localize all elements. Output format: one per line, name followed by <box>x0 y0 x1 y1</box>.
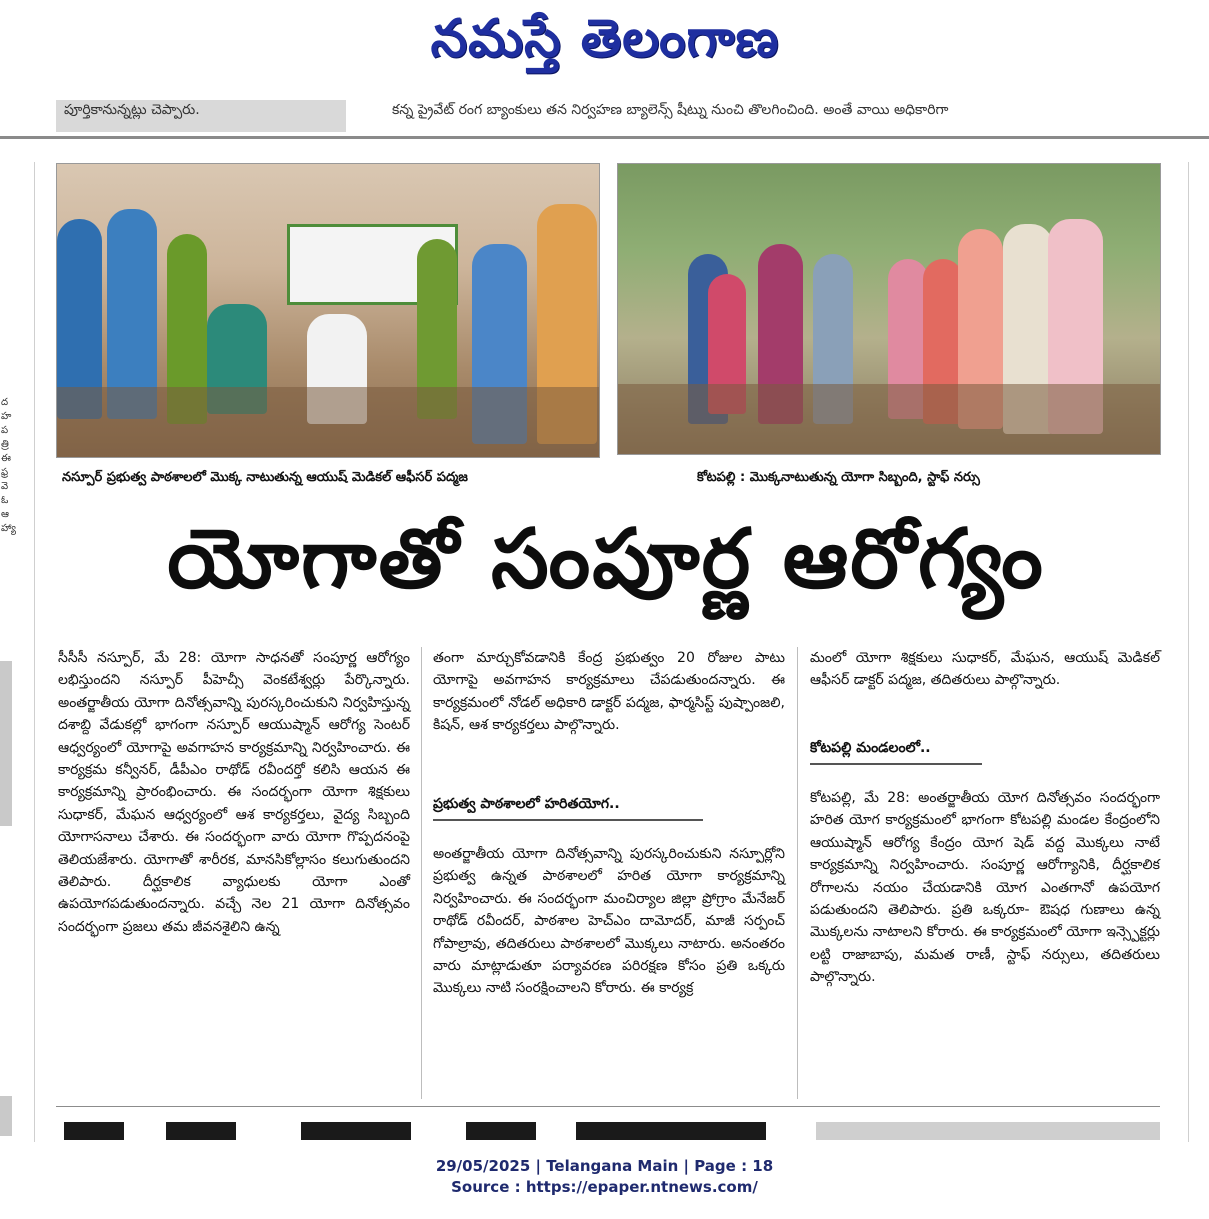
cut-text-fragment <box>576 1122 766 1140</box>
strip-left-text: పూర్తికానున్నట్లు చెప్పారు. <box>64 102 200 118</box>
footer-source: Source : https://epaper.ntnews.com/ <box>451 1178 758 1196</box>
newspaper-logo: నమస్తే తెలంగాణ <box>430 9 780 69</box>
photo-kotapalli-plantation <box>617 163 1161 455</box>
page-footer <box>0 1156 1209 1198</box>
footer-date-edition: 29/05/2025 | Telangana Main | Page : 18 <box>435 1157 774 1175</box>
cut-text-fragment <box>166 1122 236 1140</box>
cut-text-fragment <box>64 1122 124 1140</box>
adjacent-column-edge <box>0 136 14 1136</box>
cut-photo-fragment <box>816 1122 1160 1140</box>
cut-text-fragment <box>301 1122 411 1140</box>
cut-text-fragment <box>466 1122 536 1140</box>
subheading-school-green-yoga: ప్రభుత్వ పాఠశాలలో హరితయోగ.. <box>433 796 703 821</box>
photo-caption-left: నస్పూర్ ప్రభుత్వ పాఠశాలలో మొక్క నాటుతున్న ఆయుష్ మెడికల్ ఆఫీసర్ పద్మజ <box>62 470 468 485</box>
adjacent-column-text: ద హ పత్రి ఈ ఫ్ర వె ఓ ఆ హ్యా <box>1 397 16 534</box>
photo-school-plantation <box>56 163 600 458</box>
article-headline: యోగాతో సంపూర్ణ ఆరోగ్యం <box>167 512 1045 607</box>
masthead <box>0 0 1209 100</box>
strip-right-text: కన్న ప్రైవేట్ రంగ బ్యాంకులు తన నిర్వహణ బ్యాలెన్స్ షీట్ను నుంచి తొలగించింది. అంతే వాయి అధికారిగా <box>392 102 949 118</box>
article-bottom-rule <box>56 1106 1160 1107</box>
article-column-2-top: తంగా మార్చుకోవడానికి కేంద్ర ప్రభుత్వం 20 రోజుల పాటు యోగాపై అవగాహన కార్యక్రమాలు చేపడుతుందన్నారు. ఈ కార్యక్రమంలో నోడల్ అధికారి డాక్టర్ పద్మజ, ఫార్మసిస్ట్ పుష్పాంజలి, కిషన్, ఆశ కార్యకర్తలు పాల్గొన్నారు. <box>433 650 785 734</box>
adjacent-photo-fragment <box>0 661 12 826</box>
article-column-3-bottom: కోటపల్లి, మే 28: అంతర్జాతీయ యోగ దినోత్సవం సందర్భంగా హరిత యోగ కార్యక్రమంలో భాగంగా కోటపల్లి మండల కేంద్రంలోని ఆయుష్మాన్ ఆరోగ్య కేంద్రం యోగ షెడ్ వద్ద మొక్కలు నాటే కార్యక్రమాన్ని నిర్వహించారు. సంపూర్ణ ఆరోగ్యానికి, దీర్ఘకాలిక రోగాలను నయం చేయడానికి యోగ ఎంతగానో ఉపయోగ పడుతుందని తెలిపారు. ప్రతి ఒక్కరూ- ఔషధ గుణాలు ఉన్న మొక్కలను నాటాలని కోరారు. ఈ కార్యక్రమంలో యోగా ఇన్స్పెక్టర్లు లట్టి రాజాబాపు, మమత రాణీ, స్టాఫ్ నర్సులు, తదితరులు పాల్గొన్నారు. <box>810 790 1160 986</box>
column-divider <box>797 647 798 1099</box>
column-divider <box>421 647 422 1099</box>
article-column-1: సీసీసీ నస్పూర్, మే 28: యోగా సాధనతో సంపూర్ణ ఆరోగ్యం లభిస్తుందని నస్పూర్ పీహెచ్సీ వెంకటేశ్వర్లు పేర్కొన్నారు. అంతర్జాతీయ యోగా దినోత్సవాన్ని పురస్కరించుకుని నిర్వహిస్తున్న దశాబ్ది వేడుకల్లో భాగంగా నస్పూర్ ఆయుష్మాన్ ఆరోగ్య సెంటర్ ఆధ్వర్యంలో యోగాపై అవగాహన కార్యక్రమాన్ని నిర్వహించారు. ఈ కార్యక్రమ కన్వీనర్, డీపీఎం రాథోడ్ రవీందర్తో కలిసి ఆయన ఈ కార్యక్రమాన్ని ప్రారంభించారు. ఈ సందర్భంగా యోగా శిక్షకులు సుధాకర్, మేఘన ఆధ్వర్యంలో ఆశ కార్యకర్తలు, వైద్య సిబ్బంది యోగాసనాలు చేశారు. ఈ సందర్భంగా వారు యోగా గొప్పదనంపై తెలియజేశారు. యోగాతో శారీరక, మానసికోల్లాసం కలుగుతుందని తెలిపారు. దీర్ఘకాలిక వ్యాధులకు యోగా ఎంతో ఉపయోగపడుతుందన్నారు. వచ్చే నెల 21 యోగా దినోత్సవం సందర్భంగా ప్రజలు తమ జీవనశైలిని ఉన్న <box>58 650 410 935</box>
article-column-3-top: మంలో యోగా శిక్షకులు సుధాకర్, మేఘన, ఆయుష్ మెడికల్ ఆఫీసర్ డాక్టర్ పద్మజ, తదితరులు పాల్గొన్నారు. <box>810 650 1160 689</box>
next-article-headline-fragment <box>56 1122 1160 1140</box>
adjacent-photo-fragment <box>0 1096 12 1136</box>
photo-caption-right: కోటపల్లి : మొక్కనాటుతున్న యోగా సిబ్బంది, స్టాఫ్ నర్సు <box>697 470 980 485</box>
ground <box>57 387 599 457</box>
article-column-2-bottom: అంతర్జాతీయ యోగా దినోత్సవాన్ని పురస్కరించుకుని నస్పూర్లోని ప్రభుత్వ ఉన్నత పాఠశాలలో హరిత యోగా కార్యక్రమాన్ని నిర్వహించారు. ఈ సందర్భంగా మంచిర్యాల జిల్లా ప్రోగ్రాం మేనేజర్ రాథోడ్ రవీందర్, పాఠశాల హెచ్ఎం దామోదర్, మాజీ సర్పంచ్ గోపాల్రావు, తదితరులు పాఠశాలలో మొక్కలు నాటారు. అనంతరం వారు మాట్లాడుతూ పర్యావరణ పరిరక్షణ కోసం ప్రతి ఒక్కరు మొక్కలు నాటి సంరక్షించాలని కోరారు. ఈ కార్యక్ర <box>433 846 785 997</box>
ground <box>618 384 1160 454</box>
subheading-kotapalli: కోటపల్లి మండలంలో.. <box>810 740 982 765</box>
previous-article-strip <box>0 100 1209 139</box>
